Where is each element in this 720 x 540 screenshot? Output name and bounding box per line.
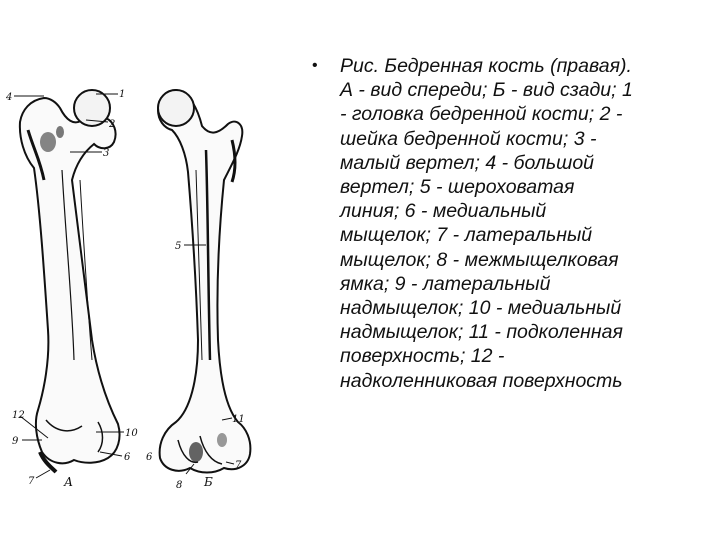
label-6-posterior: 6 [146,452,153,463]
caption-line: надмыщелок; 10 - медиальный [340,297,622,320]
view-b-label: Б [204,475,213,489]
label-10: 10 [125,428,138,439]
label-8: 8 [176,480,183,491]
label-7-anterior: 7 [28,476,35,487]
label-7-posterior: 7 [235,460,242,471]
caption-line: - головка бедренной кости; 2 - [340,103,623,126]
label-9: 9 [12,436,19,447]
caption-line: поверхность; 12 - [340,345,505,368]
label-4: 4 [6,92,13,103]
caption-line: надмыщелок; 11 - подколенная [340,321,623,344]
caption-line: мыщелок; 8 - межмыщелковая [340,248,619,271]
caption-line: шейка бедренной кости; 3 - [340,127,597,150]
caption-line: мыщелок; 7 - латеральный [340,224,593,247]
caption-line: А - вид спереди; Б - вид сзади; 1 [340,79,633,102]
label-2: 2 [109,119,116,130]
label-6-anterior: 6 [124,452,131,463]
caption-line: вертел; 5 - шероховатая [340,176,575,199]
caption-line: линия; 6 - медиальный [340,200,547,223]
label-1: 1 [119,89,126,100]
femur-illustration [0,60,300,510]
label-5: 5 [175,241,182,252]
label-12: 12 [12,410,25,421]
caption-line: Рис. Бедренная кость (правая). [340,55,632,77]
label-11: 11 [232,414,245,425]
label-3: 3 [103,148,110,159]
bullet: • [312,57,318,74]
view-a-label: А [64,475,74,489]
caption-line: малый вертел; 4 - большой [340,151,595,174]
figure-caption [312,54,707,393]
caption-line: ямка; 9 - латеральный [340,272,551,295]
caption-line: надколенниковая поверхность [340,369,623,392]
